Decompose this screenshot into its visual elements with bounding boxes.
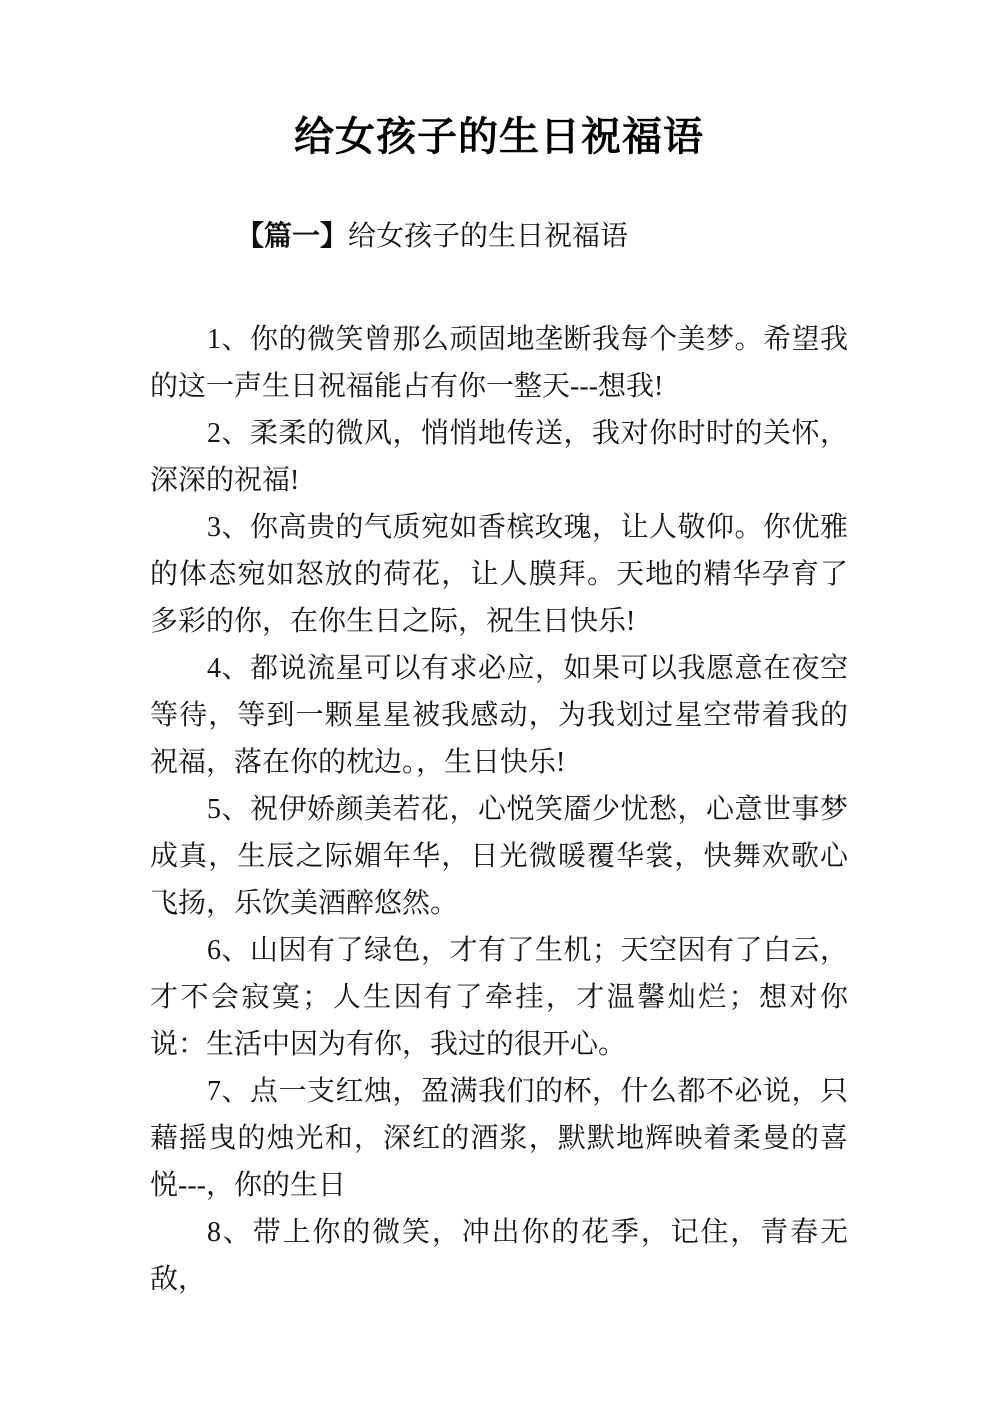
paragraph-7: 7、点一支红烛，盈满我们的杯，什么都不必说，只藉摇曳的烛光和，深红的酒浆，默默地辉映着柔曼的喜悦---，你的生日	[150, 1076, 848, 1201]
paragraph-3: 3、你高贵的气质宛如香槟玫瑰，让人敬仰。你优雅的体态宛如怒放的荷花，让人膜拜。天地的精华孕育了多彩的你，在你生日之际，祝生日快乐!	[150, 512, 848, 637]
section-heading	[150, 218, 848, 256]
paragraph-2: 2、柔柔的微风，悄悄地传送，我对你时时的关怀，深深的祝福!	[150, 418, 848, 496]
paragraph-1: 1、你的微笑曾那么顽固地垄断我每个美梦。希望我的这一声生日祝福能占有你一整天---想我!	[150, 324, 848, 402]
paragraph-6: 6、山因有了绿色，才有了生机；天空因有了白云，才不会寂寞；人生因有了牵挂，才温馨灿烂；想对你说：生活中因为有你，我过的很开心。	[150, 935, 848, 1060]
paragraph-4: 4、都说流星可以有求必应，如果可以我愿意在夜空等待，等到一颗星星被我感动，为我划过星空带着我的祝福，落在你的枕边。，生日快乐!	[150, 653, 848, 778]
paragraph-5: 5、祝伊娇颜美若花，心悦笑靥少忧愁，心意世事梦成真，生辰之际媚年华，日光微暖覆华裳，快舞欢歌心飞扬，乐饮美酒醉悠然。	[150, 794, 848, 919]
document-title: 给女孩子的生日祝福语	[294, 115, 704, 159]
paragraph-list	[150, 316, 848, 1303]
section-heading-tag: 【篇一】	[236, 221, 349, 252]
section-heading-text: 给女孩子的生日祝福语	[348, 221, 629, 252]
paragraph-8: 8、带上你的微笑，冲出你的花季，记住，青春无敌，	[150, 1217, 848, 1295]
